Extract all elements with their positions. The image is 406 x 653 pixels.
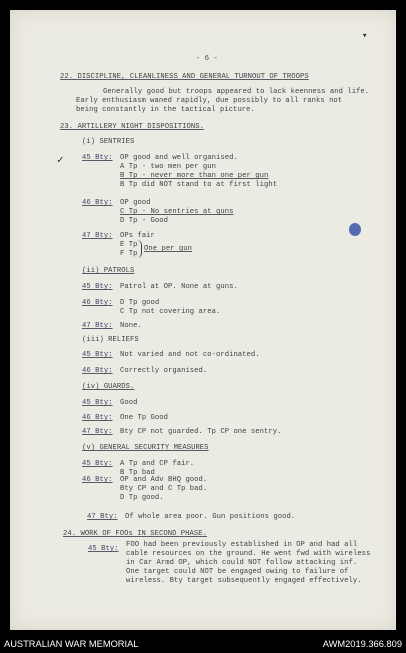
- entry-text: None.: [120, 322, 142, 330]
- entry-text: Good: [120, 399, 138, 407]
- entry-text: OPs fair: [120, 232, 155, 240]
- entry-text: B Tp did NOT stand to at first light: [120, 181, 278, 189]
- footer-source: AUSTRALIAN WAR MEMORIAL: [4, 639, 139, 649]
- entry-text: D Tp good.: [120, 494, 164, 502]
- entry-text: A Tp and CP fair.: [120, 460, 195, 468]
- footer-accession: AWM2019.366.809: [322, 639, 402, 649]
- entry-text: Patrol at OP. None at guns.: [120, 283, 238, 291]
- document-page: [10, 10, 396, 630]
- footer-bar: [0, 636, 406, 653]
- page-number: - 6 -: [196, 55, 218, 63]
- section-24-heading: 24. WORK OF FOOs IN SECOND PHASE.: [63, 530, 207, 538]
- entry-text: Bty CP not guarded. Tp CP one sentry.: [120, 428, 282, 436]
- section-22-line: Generally good but troops appeared to lack keenness and life.: [103, 88, 370, 96]
- entry-text: Bty CP and C Tp bad.: [120, 485, 208, 493]
- battery-47-label: 47 Bty:: [87, 513, 118, 521]
- entry-text: C Tp not covering area.: [120, 308, 221, 316]
- section-24-line: wireless. Bty target subsequently engaged effectively.: [126, 577, 362, 585]
- section-22-line: Early enthusiasm waned rapidly, due possibly to all ranks not: [76, 97, 343, 105]
- section-24-line: cable resources on the ground. He went fwd with wireless: [126, 550, 371, 558]
- entry-text: E Tp: [120, 241, 138, 249]
- battery-45-label: 45 Bty:: [82, 351, 113, 359]
- battery-45-label: 45 Bty:: [82, 283, 113, 291]
- battery-46-label: 46 Bty:: [82, 414, 113, 422]
- section-22-line: being constantly in the tactical picture.: [76, 106, 255, 114]
- section-24-line: FOO had been previously established in OP and had all: [126, 541, 358, 549]
- battery-45-label: 45 Bty:: [82, 399, 113, 407]
- entry-text: OP good and well organised.: [120, 154, 238, 162]
- entry-text: C Tp - No sentries at guns: [120, 208, 234, 216]
- battery-47-label: 47 Bty:: [82, 232, 113, 240]
- entry-text: Not varied and not co-ordinated.: [120, 351, 260, 359]
- section-24-line: in Car Armd OP, which could NOT follow attacking inf.: [126, 559, 358, 567]
- tick-mark-icon: ✓: [57, 153, 64, 166]
- battery-45-label: 45 Bty:: [88, 545, 119, 553]
- section-23-heading: 23. ARTILLERY NIGHT DISPOSITIONS.: [60, 123, 204, 131]
- entry-text: One per gun: [144, 245, 192, 253]
- battery-46-label: 46 Bty:: [82, 476, 113, 484]
- entry-text: Correctly organised.: [120, 367, 208, 375]
- battery-46-label: 46 Bty:: [82, 199, 113, 207]
- battery-46-label: 46 Bty:: [82, 367, 113, 375]
- guards-title: (iv) GUARDS.: [82, 383, 135, 391]
- battery-46-label: 46 Bty:: [82, 299, 113, 307]
- entry-text: D Tp - Good: [120, 217, 168, 225]
- security-measures-title: (v) GENERAL SECURITY MEASURES: [82, 444, 209, 452]
- entry-text: F Tp: [120, 250, 138, 258]
- battery-47-label: 47 Bty:: [82, 322, 113, 330]
- entry-text: One Tp Good: [120, 414, 168, 422]
- entry-text: D Tp good: [120, 299, 160, 307]
- entry-text: Of whole area poor. Gun positions good.: [125, 513, 296, 521]
- section-24-line: One target could NOT be engaged owing to failure of: [126, 568, 349, 576]
- battery-47-label: 47 Bty:: [82, 428, 113, 436]
- reliefs-title: (iii) RELIEFS: [82, 336, 139, 344]
- battery-45-label: 45 Bty:: [82, 154, 113, 162]
- punch-hole: [349, 223, 361, 236]
- brace: [136, 240, 142, 258]
- entry-text: A Tp - two men per gun: [120, 163, 216, 171]
- entry-text: B Tp bad: [120, 469, 155, 477]
- sentries-title: (i) SENTRIES: [82, 138, 135, 146]
- battery-45-label: 45 Bty:: [82, 460, 113, 468]
- entry-text: B Tp - never more than one per gun: [120, 172, 269, 180]
- section-22-heading: 22. DISCIPLINE, CLEANLINESS AND GENERAL TURNOUT OF TROOPS: [60, 73, 309, 81]
- corner-mark: ▾: [362, 31, 368, 41]
- entry-text: OP good: [120, 199, 151, 207]
- patrols-title: (ii) PATROLS: [82, 267, 135, 275]
- entry-text: OP and Adv BHQ good.: [120, 476, 208, 484]
